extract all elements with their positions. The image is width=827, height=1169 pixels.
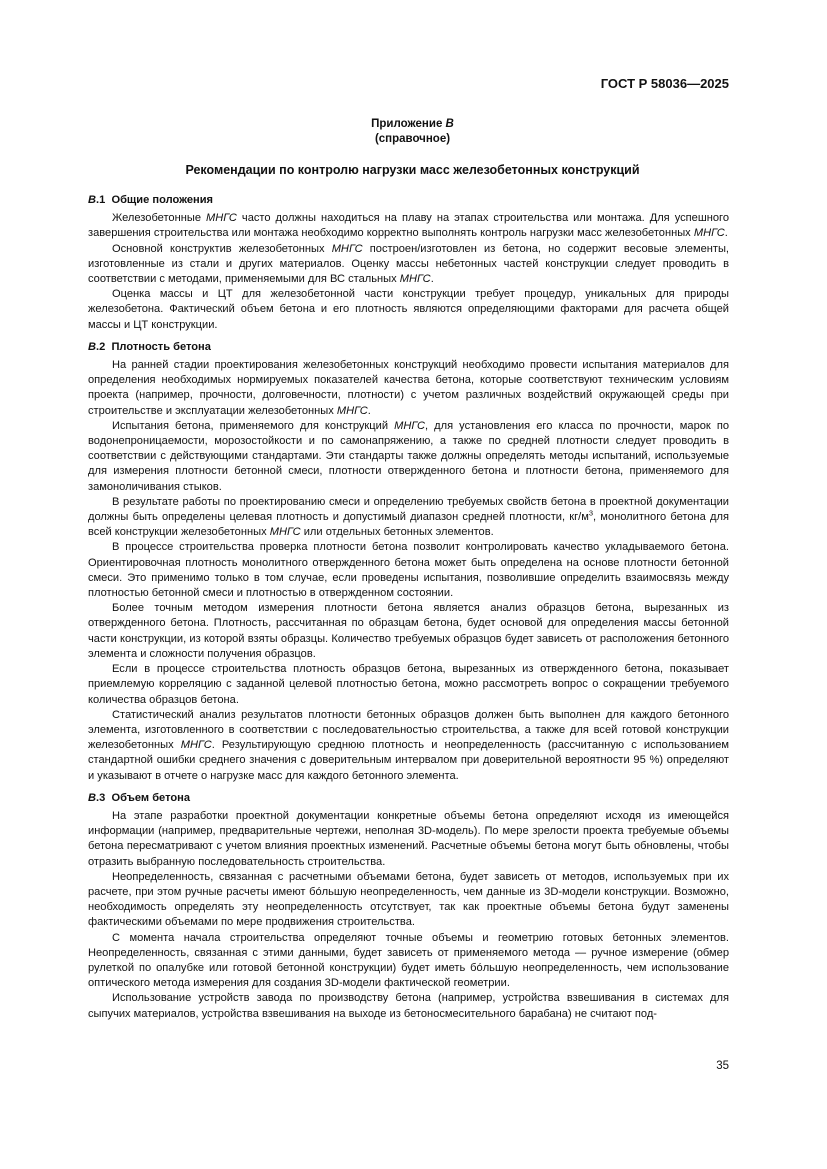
main-title: Рекомендации по контролю нагрузки масс железобетонных конструкций xyxy=(185,163,640,177)
paragraph: Железобетонные МНГС часто должны находиться на плаву на этапах строительства или монтажа. Для успешного завершения строительства или монтажа необходимо корректно выполнять контроль нагрузки масс железобетонных МНГС. xyxy=(88,212,730,240)
section-heading-b1: В.1 Общие положения xyxy=(88,194,213,206)
italic-term: МНГС xyxy=(269,526,301,539)
appendix-heading xyxy=(87,117,738,147)
paragraph: В процессе строительства проверка плотности бетона позволит контролировать качество укладываемого бетона. Ориентировочная плотность монолитного отвержденного бетона может быть определена на основе плотности бетонной смеси. Это применимо только в том случае, если проведены испытания, позволившие определить взаимосвязь между плотностью бетонной смеси и плотностью в отвержденном состоянии. xyxy=(88,541,729,600)
superscript: 3 xyxy=(588,508,594,518)
paragraph: Если в процессе строительства плотность образцов бетона, вырезанных из отвержденного бетона, показывает приемлемую корреляцию с заданной целевой плотностью бетона, можно рассмотреть вопрос о сокращении требуемого количества образцов бетона. xyxy=(88,663,729,706)
appendix-title: Приложение В xyxy=(371,118,454,130)
paragraph: Основной конструктив железобетонных МНГС построен/изготовлен из бетона, но содержит весовые элементы, изготовленные из стали и других материалов. Оценку массы небетонных частей конструкции следует проводить в соответствии с методами, применяемыми для ВС стальных МНГС. xyxy=(88,242,729,286)
italic-term: МНГС xyxy=(693,227,725,240)
paragraph: Использование устройств завода по производству бетона (например, устройства взвешивания в системах для сыпучих материалов, устройства взвешивания на выходе из бетоносмесительного барабана) не считают под- xyxy=(88,992,729,1020)
paragraph: Статистический анализ результатов плотности бетонных образцов должен быть выполнен для каждого бетонного элемента, изготовленного в соответствии с последовательностью строительства, а также для всей готовой конструкции железобетонных МНГС. Результирующую среднюю плотность и неопределенность (рассчитанную с использованием стандартной ошибки среднего значения с доверительным интервалом при доверительной вероятности 95 %) определяют и указывают в отчете о нагрузке масс для каждого бетонного элемента. xyxy=(88,708,729,782)
document-body xyxy=(88,193,729,1022)
italic-term: МНГС xyxy=(206,212,237,225)
paragraph: На ранней стадии проектирования железобетонных конструкций необходимо провести испытания материалов для определения необходимых нормируемых показателей качества бетона, которые соответствуют техническим условиям проекта (например, прочности, долговечности, плотности) с учетом различных воздействий окружающей среды при строительстве и эксплуатации железобетонных МНГС. xyxy=(88,359,729,417)
paragraph: Более точным методом измерения плотности бетона является анализ образцов бетона, вырезанных из отвержденного бетона. Плотность, рассчитанная по образцам бетона, будет основой для определения массы бетонной части конструкции, из которой взяты образцы. Количество требуемых образцов будет зависеть от расположения бетонного элемента и сложности получения образцов. xyxy=(88,602,729,660)
paragraph: Неопределенность, связанная с расчетными объемами бетона, будет зависеть от методов, используемых при их расчете, при этом ручные расчеты имеют бóльшую неопределенность, чем данные из 3D-модели конструкции. Возможно, необходимость определять эту неопределенность отсутствует, так как проектные объемы бетона будут заменены фактическими объемами по мере продвижения строительства. xyxy=(88,870,729,929)
paragraph: На этапе разработки проектной документации конкретные объемы бетона определяют исходя из имеющейся информации (например, предварительные чертежи, неполная 3D-модель). По мере зрелости проекта требуемые объемы бетона пересматривают с учетом влияния проектных изменений. Расчетные объемы бетона могут быть обновлены, чтобы отразить выбранную последовательность строительства. xyxy=(88,809,729,868)
italic-term: МНГС xyxy=(399,273,431,286)
paragraph: С момента начала строительства определяют точные объемы и геометрию готовых бетонных элементов. Неопределенность, связанная с этими данными, будет зависеть от применяемого метода — ручное измерение (обмер рулеткой по опалубке или готовой бетонной конструкции) будет иметь бóльшую неопределенность, чем использование оптического метода измерения для создания 3D-модели фактической геометрии. xyxy=(88,931,729,990)
paragraph: Оценка массы и ЦТ для железобетонной части конструкции требует процедур, уникальных для природы железобетона. Фактический объем бетона и его плотность являются определяющими факторами для расчета общей массы и ЦТ конструкции. xyxy=(88,288,729,331)
appendix-letter: В xyxy=(445,118,454,130)
italic-term: МНГС xyxy=(394,419,426,432)
document-code: ГОСТ Р 58036—2025 xyxy=(600,76,729,91)
paragraph: Испытания бетона, применяемого для конструкций МНГС, для установления его класса по прочности, марок по водонепроницаемости, морозостойкости и по самонапряжению, а также по средней плотности следует проводить в соответствии с действующими стандартами. Эти стандарты также должны определять методы испытаний, используемые для измерения плотности бетонной смеси, плотности отвержденного бетона и плотности бетона, применяемого для замоноличивания стыков. xyxy=(88,419,730,493)
italic-term: МНГС xyxy=(336,404,368,417)
section-heading-b2: В.2 Плотность бетона xyxy=(88,340,211,353)
paragraph: В результате работы по проектированию смеси и определению требуемых свойств бетона в проектной документации должны быть определены целевая плотность и допустимый диапазон средней плотности, $кг/м^3$, монолитного бетона для всей конструкции железобетонных МНГС или отдельных бетонных элементов. xyxy=(88,495,729,539)
appendix-note: (справочное) xyxy=(374,133,451,145)
italic-term: МНГС xyxy=(331,242,363,255)
section-heading-b3: В.3 Объем бетона xyxy=(88,791,190,804)
italic-term: МНГС xyxy=(180,739,212,752)
page-number: 35 xyxy=(716,1060,729,1072)
